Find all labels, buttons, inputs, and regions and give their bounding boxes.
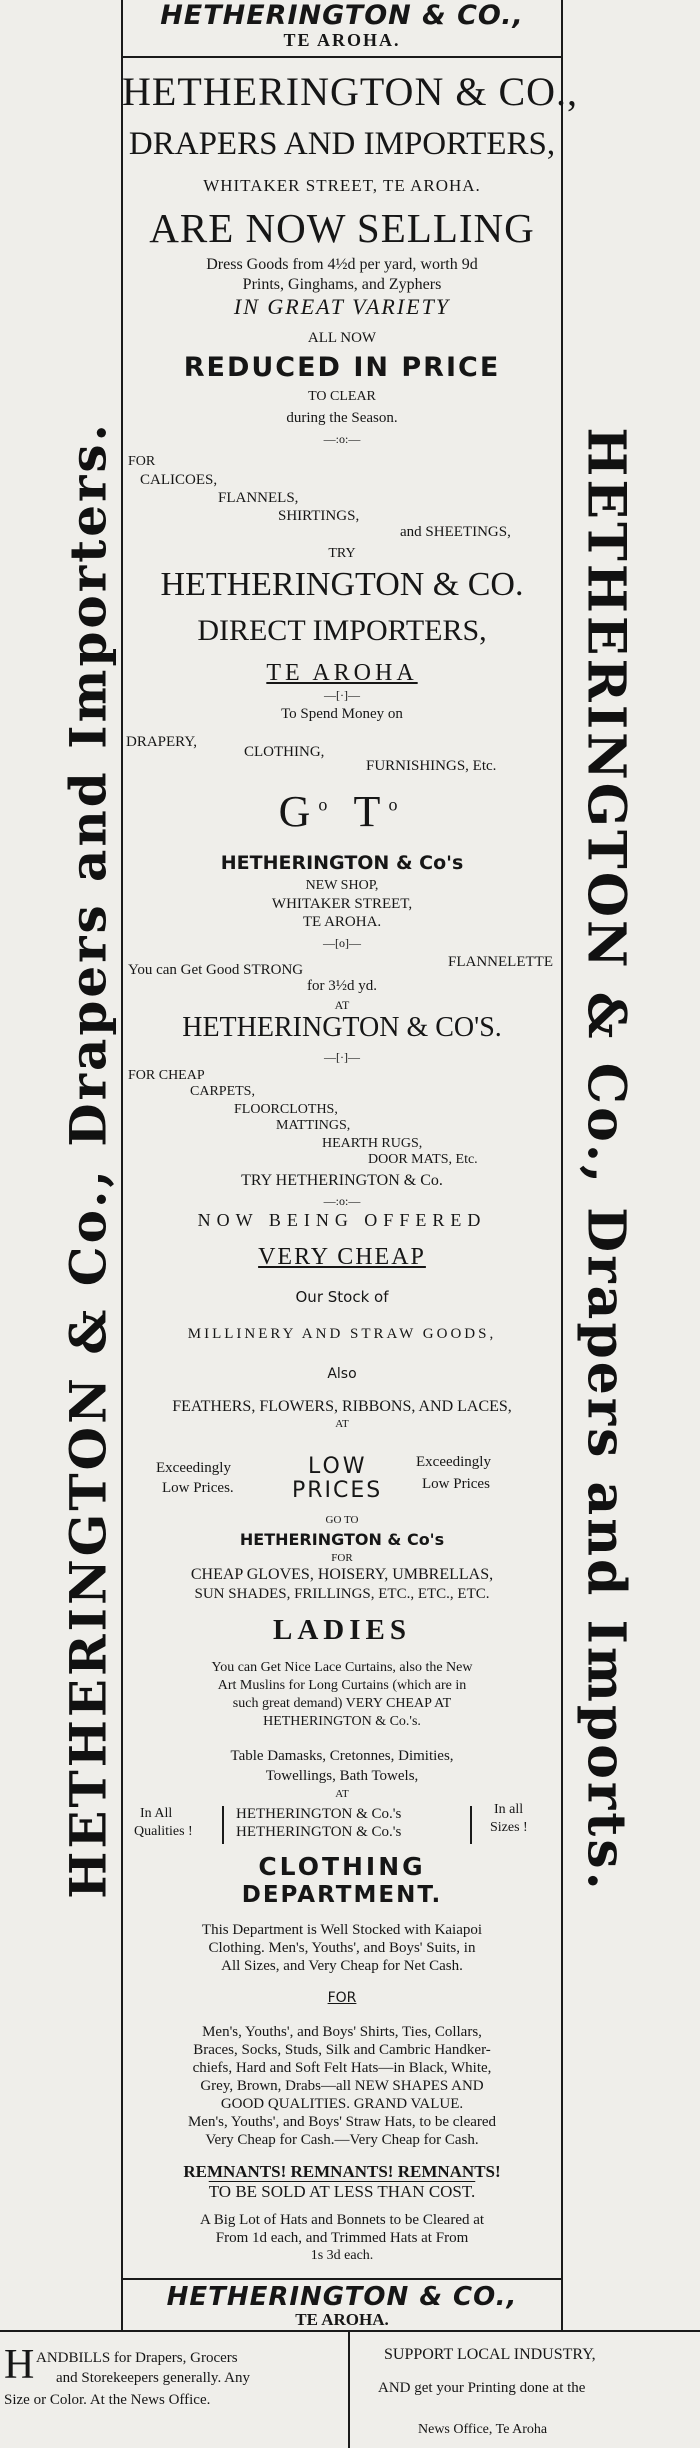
ad-whitaker: WHITAKER STREET, — [271, 896, 413, 912]
header-name: HETHERINGTON & CO., — [160, 0, 524, 31]
ad-shirts-5: GOOD QUALITIES. GRAND VALUE. — [220, 2096, 464, 2112]
ad-now-being-offered: NOW BEING OFFERED — [197, 1210, 487, 1230]
ad-bracket-o: —[o]— — [323, 936, 361, 950]
ad-hetherington-cos-3: HETHERINGTON & Co.'s — [236, 1806, 402, 1822]
ad-shirts-6: Men's, Youths', and Boys' Straw Hats, to be cleared — [187, 2114, 497, 2130]
ad-hetherington-2: HETHERINGTON & CO. — [160, 566, 524, 603]
ad-clothing: CLOTHING, — [244, 744, 325, 760]
ad-hetherington-cos: HETHERINGTON & CO'S. — [182, 1012, 502, 1043]
ad-hetherington-cos-2: HETHERINGTON & Co's — [239, 1530, 445, 1549]
ad-flannelette-left: You can Get Good STRONG — [128, 962, 304, 978]
ad-for-cheap: FOR CHEAP — [128, 1068, 205, 1083]
ad-very-cheap: VERY CHEAP — [258, 1244, 426, 1270]
side-text-left: HETHERINGTON & Co., Drapers and Importers. — [58, 421, 118, 1899]
ad-shirts-2: Braces, Socks, Studs, Silk and Cambric Handker- — [193, 2042, 491, 2058]
ad-in-all-qualities-2: Qualities ! — [134, 1824, 193, 1839]
bottom-ad-rule — [121, 2278, 563, 2280]
ad-dress-line2: Prints, Ginghams, and Zyphers — [242, 276, 442, 293]
ad-millinery: MILLINERY AND STRAW GOODS, — [187, 1326, 497, 1342]
ad-hetherington-cos-4: HETHERINGTON & Co.'s — [236, 1824, 402, 1840]
ad-shirtings: SHIRTINGS, — [278, 508, 360, 524]
ad-clothing-dept-1: CLOTHING — [258, 1852, 426, 1881]
ad-in-all-qualities-1: In All — [140, 1806, 173, 1821]
ad-for-small: FOR — [331, 1552, 353, 1564]
ad-qualities-divider — [222, 1806, 224, 1844]
ad-flannelette-price: for 3½d yd. — [307, 978, 377, 994]
ad-ladies-text-1: You can Get Nice Lace Curtains, also the New — [211, 1660, 473, 1675]
ad-try: TRY — [328, 546, 356, 561]
ad-less-than-cost: TO BE SOLD AT LESS THAN COST. — [208, 2182, 476, 2201]
ad-kaiapoi-2: Clothing. Men's, Youths', and Boys' Suits, in — [208, 1940, 476, 1956]
ad-sheetings: and SHEETINGS, — [400, 524, 511, 540]
ad-te-aroha: TE AROHA — [266, 660, 418, 686]
ad-great-variety: IN GREAT VARIETY — [233, 294, 451, 319]
ad-hats-1: A Big Lot of Hats and Bonnets to be Cleared at — [199, 2212, 485, 2228]
ad-also: Also — [327, 1366, 357, 1382]
footer-place: TE AROHA. — [295, 2310, 389, 2329]
ad-clothing-dept-2: DEPARTMENT. — [241, 1882, 443, 1908]
ad-at: AT — [334, 998, 350, 1012]
ad-at-2: AT — [335, 1418, 349, 1430]
ad-gloves: CHEAP GLOVES, HOISERY, UMBRELLAS, — [190, 1566, 494, 1583]
ad-flannels: FLANNELS, — [218, 490, 299, 506]
ad-hearth-rugs: HEARTH RUGS, — [322, 1136, 423, 1151]
ad-ladies: LADIES — [273, 1614, 411, 1646]
ad-flannelette-right: FLANNELETTE — [448, 954, 553, 970]
ad-sizes-divider — [470, 1806, 472, 1844]
printing-line: AND get your Printing done at the — [378, 2380, 586, 2396]
ad-bracket-2: —[·]— — [324, 1050, 360, 1064]
ad-spend-money: To Spend Money on — [281, 706, 403, 722]
footer-divider — [348, 2332, 350, 2448]
header-place: TE AROHA. — [283, 30, 401, 50]
handbills-line-3: Size or Color. At the News Office. — [4, 2392, 211, 2408]
ad-ladies-text-2: Art Muslins for Long Curtains (which are in — [217, 1678, 467, 1693]
ad-low-prices-right: Low Prices — [422, 1476, 490, 1492]
ad-season: during the Season. — [286, 410, 398, 426]
ad-subtitle: DRAPERS AND IMPORTERS, — [128, 126, 556, 162]
footer-top-rule — [0, 2330, 700, 2332]
ad-door-mats: DOOR MATS, Etc. — [368, 1152, 478, 1167]
ad-for: FOR — [128, 454, 156, 469]
ad-dress-line1: Dress Goods from 4½d per yard, worth 9d — [206, 256, 478, 273]
ad-te-aroha-small: TE AROHA. — [302, 914, 382, 930]
ad-reduced-in-price: REDUCED IN PRICE — [183, 352, 501, 383]
news-office-line: News Office, Te Aroha — [418, 2422, 548, 2437]
footer-name: HETHERINGTON & CO., — [166, 2282, 518, 2312]
ad-new-shop: NEW SHOP, — [305, 878, 379, 893]
ad-floorcloths: FLOORCLOTHS, — [234, 1102, 338, 1117]
ad-go-to: $G^o$ $T^o$ — [278, 787, 406, 836]
ad-shirts-4: Grey, Brown, Drabs—all NEW SHAPES AND — [200, 2078, 484, 2094]
ad-at-3: AT — [335, 1788, 349, 1800]
ad-low-prices-left: Low Prices. — [162, 1480, 234, 1496]
side-text-right: HETHERINGTON & Co., Drapers and Imports. — [575, 427, 637, 1893]
ad-hats-2: From 1d each, and Trimmed Hats at From — [215, 2230, 469, 2246]
ad-ladies-text-3: such great demand) VERY CHEAP AT — [232, 1696, 452, 1711]
handbills-initial: H — [4, 2342, 35, 2388]
ad-to-clear: TO CLEAR — [308, 389, 376, 404]
ad-divider-2: —:o:— — [323, 1194, 361, 1208]
handbills-line-2: and Storekeepers generally. Any — [56, 2370, 250, 2386]
ad-shirts-7: Very Cheap for Cash.—Very Cheap for Cash. — [205, 2132, 479, 2148]
ad-title: HETHERINGTON & CO., — [122, 69, 579, 114]
ad-our-stock: Our Stock of — [295, 1288, 389, 1306]
ad-sunshades: SUN SHADES, FRILLINGS, ETC., ETC., ETC. — [194, 1586, 490, 1602]
handbills-line-1: ANDBILLS for Drapers, Grocers — [36, 2350, 238, 2366]
ad-kaiapoi-1: This Department is Well Stocked with Kaiapoi — [201, 1922, 483, 1938]
right-column-rule — [561, 0, 563, 2330]
ad-for-2: FOR — [327, 1990, 357, 2006]
ad-furnishings: FURNISHINGS, Etc. — [366, 758, 497, 774]
ad-ladies-text-4: HETHERINGTON & Co.'s. — [263, 1714, 421, 1729]
ad-drapery: DRAPERY, — [126, 734, 198, 750]
ad-remnants: REMNANTS! REMNANTS! REMNANTS! — [183, 2162, 501, 2181]
ad-mattings: MATTINGS, — [276, 1118, 351, 1133]
ad-in-all-sizes-1: In all — [494, 1802, 524, 1817]
top-header-rule — [121, 56, 563, 58]
ad-table-line-2: Towellings, Bath Towels, — [265, 1768, 419, 1784]
ad-calicoes: CALICOES, — [140, 472, 218, 488]
ad-prices: PRICES — [292, 1478, 383, 1503]
ad-hats-3: 1s 3d each. — [310, 2248, 374, 2263]
ad-shirts-1: Men's, Youths', and Boys' Shirts, Ties, Collars, — [202, 2024, 482, 2040]
ad-divider-1: —:o:— — [323, 432, 361, 446]
ad-direct-importers: DIRECT IMPORTERS, — [197, 614, 487, 647]
ad-address: WHITAKER STREET, TE AROHA. — [203, 176, 481, 195]
left-column-rule — [121, 0, 123, 2330]
ad-exceedingly-right: Exceedingly — [416, 1454, 491, 1470]
ad-try-hetherington: TRY HETHERINGTON & Co. — [241, 1172, 443, 1189]
ad-low: LOW — [308, 1454, 368, 1479]
ad-table-line-1: Table Damasks, Cretonnes, Dimities, — [230, 1748, 454, 1764]
support-local-industry: SUPPORT LOCAL INDUSTRY, — [384, 2346, 596, 2363]
ad-carpets: CARPETS, — [190, 1084, 255, 1099]
ad-go-to-small: GO TO — [325, 1514, 359, 1526]
ad-shop-name: HETHERINGTON & Co's — [220, 852, 464, 874]
ad-in-all-sizes-2: Sizes ! — [490, 1820, 528, 1835]
ad-exceedingly-left: Exceedingly — [156, 1460, 231, 1476]
ad-now-selling: ARE NOW SELLING — [149, 205, 535, 251]
ad-bracket-1: —[·]— — [324, 688, 360, 702]
ad-feathers: FEATHERS, FLOWERS, RIBBONS, AND LACES, — [172, 1398, 512, 1415]
ad-kaiapoi-3: All Sizes, and Very Cheap for Net Cash. — [221, 1958, 463, 1974]
ad-all-now: ALL NOW — [307, 330, 377, 346]
ad-shirts-3: chiefs, Hard and Soft Felt Hats—in Black, White, — [192, 2060, 492, 2076]
